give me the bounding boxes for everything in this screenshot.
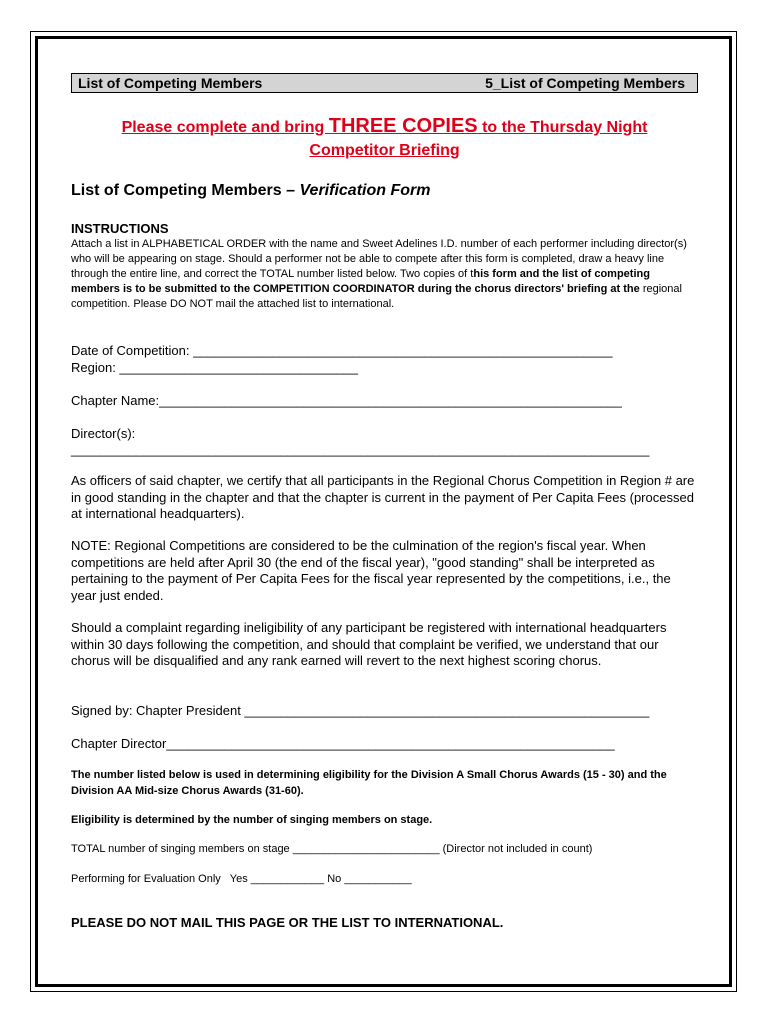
total-members-field[interactable]: TOTAL number of singing members on stage ________________________ (Director not included in count): [71, 843, 593, 855]
chapter-name-field[interactable]: Chapter Name:________________________________________________________________: [71, 393, 622, 408]
certify-paragraph: As officers of said chapter, we certify that all participants in the Regional Chorus Competition in Region # are in good standing in the chapter and that the chapter is current in the payment of Per Capita Fees (processed at international headquarters).: [71, 473, 695, 521]
notice-part1: Please complete and bring: [121, 119, 329, 136]
president-signature-field[interactable]: Signed by: Chapter President ________________________________________________________: [71, 703, 650, 718]
instructions-text-bold: his form and the list of competing members is to be submitted to the COMPETITION COORDINATOR during the chorus directors' briefing at the: [71, 268, 650, 295]
directors-field[interactable]: ________________________________________________________________________________: [71, 442, 650, 457]
form-title-italic: Verification Form: [299, 182, 431, 199]
notice-line2: Competitor Briefing: [309, 142, 460, 159]
final-notice: PLEASE DO NOT MAIL THIS PAGE OR THE LIST TO INTERNATIONAL.: [71, 915, 504, 930]
notice-title: [71, 115, 698, 162]
header-left: List of Competing Members: [78, 75, 263, 91]
form-title: [71, 182, 430, 200]
instructions-text-part1: Attach a list in ALPHABETICAL ORDER with the name and Sweet Adelines I.D. number of each performer including director(s) who will be appearing on stage. Should a performer not be able to compete after this form is completed, draw a heavy line through the entire line, and correct the TOTAL number listed below. Two copies of t: [71, 238, 687, 280]
directors-label: Director(s):: [71, 426, 136, 441]
eligibility-determination: Eligibility is determined by the number of singing members on stage.: [71, 814, 433, 826]
notice-part2: to the Thursday Night: [477, 119, 648, 136]
date-of-competition-field[interactable]: Date of Competition: __________________________________________________________: [71, 343, 613, 358]
notice-emphasis: THREE COPIES: [328, 115, 478, 137]
form-title-main: List of Competing Members –: [71, 182, 300, 199]
region-field[interactable]: Region: _________________________________: [71, 360, 359, 375]
instructions-text-part2: regional competition. Please DO NOT mail the attached list to international.: [71, 283, 682, 310]
note-paragraph: NOTE: Regional Competitions are considered to be the culmination of the region's fiscal year. When competitions are held after April 30 (the end of the fiscal year), "good standing" shall be interpreted as pertaining to the payment of Per Capita Fees for the fiscal year represented by the competitions, i.e., the year just ended.: [71, 538, 671, 603]
header-bar: [71, 73, 698, 93]
complaint-paragraph: Should a complaint regarding ineligibility of any participant be registered with international headquarters within 30 days following the competition, and should that complaint be verified, we understand that our chorus will be disqualified and any rank earned will revert to the next highest scoring chorus.: [71, 620, 667, 668]
header-right: 5_List of Competing Members: [485, 75, 685, 91]
director-signature-field[interactable]: Chapter Director______________________________________________________________: [71, 736, 615, 751]
evaluation-field[interactable]: Performing for Evaluation Only Yes ____________ No ___________: [71, 873, 412, 885]
instructions-heading: INSTRUCTIONS: [71, 221, 169, 236]
eligibility-note: The number listed below is used in determining eligibility for the Division A Small Chorus Awards (15 - 30) and the Division AA Mid-size Chorus Awards (31-60).: [71, 769, 667, 797]
instructions-text: [71, 237, 699, 312]
